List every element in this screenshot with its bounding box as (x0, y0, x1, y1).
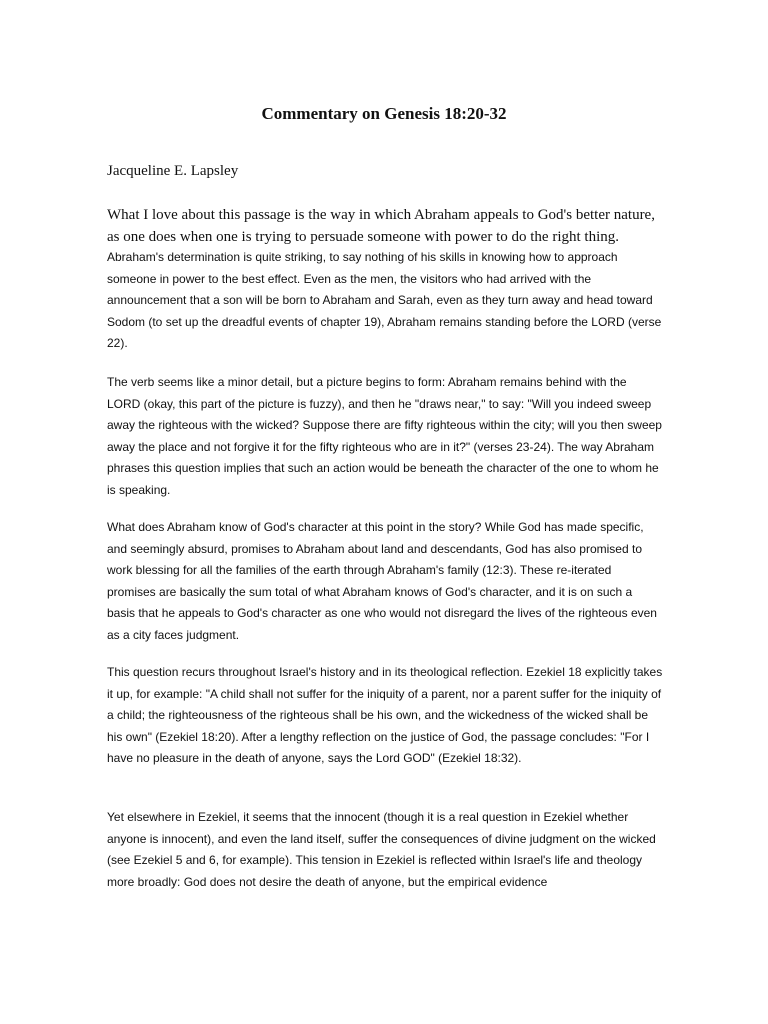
document-title: Commentary on Genesis 18:20-32 (261, 104, 507, 123)
body-paragraph: This question recurs throughout Israel's history and in its theological reflection. Ezekiel 18 explicitly takes it up, for example: "A child shall not suffer for the iniquity of a parent, nor a parent suffer for the iniquity of a child; the righteousness of the righteous shall be his own, and the wickedness of the wicked shall be his own" (Ezekiel 18:20). After a lengthy reflection on the justice of God, the passage concludes: "For I have no pleasure in the death of anyone, says the Lord GOD" (Ezekiel 18:32). (107, 665, 663, 766)
intro-paragraph: What I love about this passage is the way in which Abraham appeals to God's better nature, as one does when one is trying to persuade someone with power to do the right thing. (107, 207, 655, 245)
body-paragraph: What does Abraham know of God's character at this point in the story? While God has made specific, and seemingly absurd, promises to Abraham about land and descendants, God has also promised to work blessing for all the families of the earth through Abraham's family (12:3). These re-iterated promises are basically the sum total of what Abraham knows of God's character, and it is on such a basis that he appeals to God's character as one who would not disregard the lives of the righteous even as a city faces judgment. (107, 520, 657, 642)
author-name: Jacqueline E. Lapsley (107, 163, 239, 179)
body-paragraph: Abraham's determination is quite striking, to say nothing of his skills in knowing how to approach someone in power to the best effect. Even as the men, the visitors who had arrived with the announcement that a son will be born to Abraham and Sarah, even as they turn away and head toward Sodom (to set up the dreadful events of chapter 19), Abraham remains standing before the LORD (verse 22). (107, 250, 662, 351)
body-paragraph: The verb seems like a minor detail, but a picture begins to form: Abraham remains behind with the LORD (okay, this part of the picture is fuzzy), and then he "draws near," to say: "Will you indeed sweep away the righteous with the wicked? Suppose there are fifty righteous within the city; will you then sweep away the place and not forgive it for the fifty righteous who are in it?" (verses 23-24). The way Abraham phrases this question implies that such an action would be beneath the character of the one to whom he is speaking. (107, 375, 662, 497)
body-paragraph: Yet elsewhere in Ezekiel, it seems that the innocent (though it is a real question in Ezekiel whether anyone is innocent), and even the land itself, suffer the consequences of divine judgment on the wicked (see Ezekiel 5 and 6, for example). This tension in Ezekiel is reflected within Israel's life and theology more broadly: God does not desire the death of anyone, but the empirical evidence (107, 810, 656, 889)
